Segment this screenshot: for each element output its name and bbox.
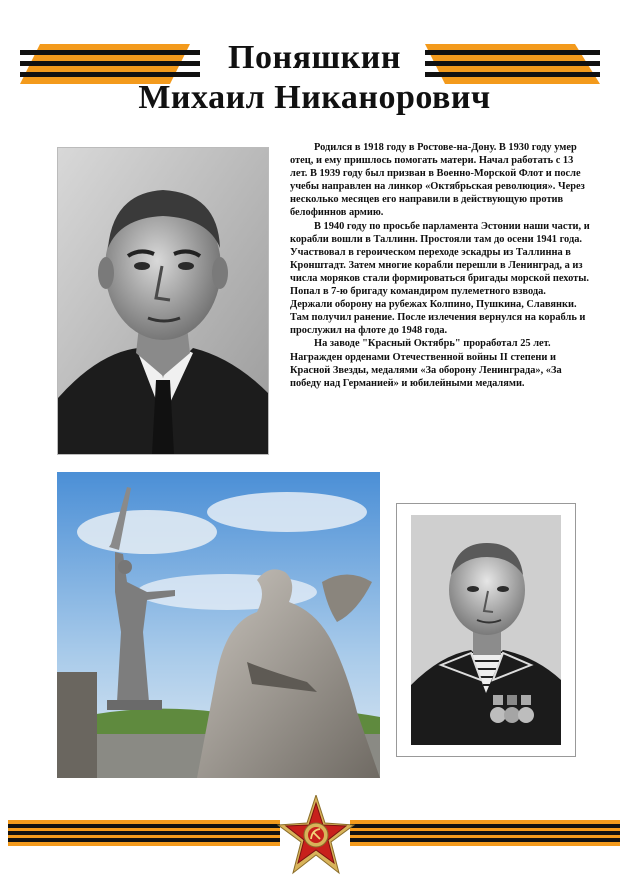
sailor-photo-image (411, 515, 561, 745)
title-surname: Поняшкин (228, 39, 401, 76)
biography-paragraph: На заводе "Красный Октябрь" проработал 25 лет. Награжден орденами Отечественной войны II степени и Красной Звезды, медалями «За оборону Ленинграда», «За победу над Германией» и юбилейными медалями. (290, 338, 562, 389)
page-title (120, 38, 509, 118)
sailor-photo (396, 503, 576, 757)
portrait-illustration (58, 148, 268, 454)
monument-illustration (57, 472, 380, 778)
biography-paragraph: Родился в 1918 году в Ростове-на-Дону. В 1930 году умер отец, и ему пришлось помогать матери. Начал работать с 13 лет. В 1939 году был призван в Военно-Морской Флот и после учебы направлен на линкор «Октябрьская революция». Через несколько месяцев его направили в действующую против белофиннов армию. (290, 142, 585, 219)
portrait-photo (57, 147, 269, 455)
sailor-illustration (411, 515, 561, 745)
title-name: Михаил Никанорович (138, 79, 491, 116)
order-of-patriotic-war-icon (276, 795, 356, 877)
biography-paragraph: В 1940 году по просьбе парламента Эстонии наши части, и корабли вошли в Таллинн. Простояли там до осени 1941 года. Участвовал в героическом переходе эскадры из Таллинна в Кронштадт. Затем многие корабли перешли в Ленинград, а из числа моряков стали формироваться бригады морской пехоты. Попал в 7-ю бригаду командиром пулеметного взвода. Держали оборону на рубежах Колпино, Пушкина, Славянки. Там получил ранение. После излечения вернулся на корабль и прослужил на флоте до 1948 года. (290, 220, 590, 337)
biography-text (290, 141, 590, 390)
st-george-ribbon-bottom-right (350, 820, 620, 846)
st-george-ribbon-bottom-left (8, 820, 280, 846)
monument-photo (57, 472, 380, 778)
